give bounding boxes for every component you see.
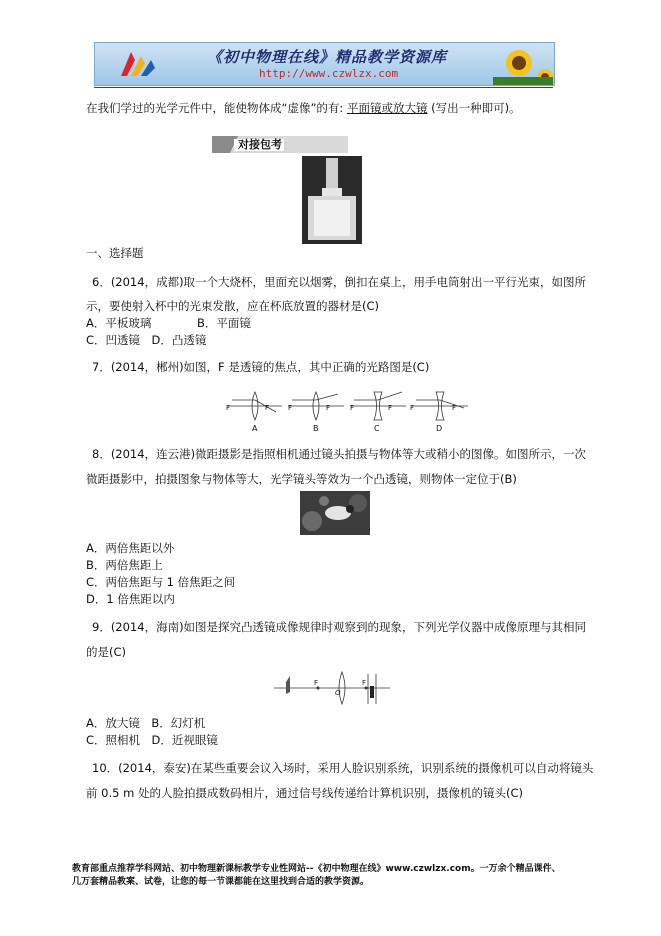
intro-text: 在我们学过的光学元件中，能使物体成“虚像”的有: bbox=[86, 101, 347, 115]
section-heading: 一、选择题 bbox=[86, 246, 144, 260]
q8-option-b: B．两倍焦距上 bbox=[86, 558, 163, 572]
logo-icon bbox=[115, 46, 161, 82]
q6-option-cd: C．凹透镜 D．凸透镜 bbox=[86, 333, 207, 347]
q9-f-right: F bbox=[362, 679, 367, 687]
q7-line1: 7．(2014，郴州)如图，F 是透镜的焦点，其中正确的光路图是(C) bbox=[92, 360, 430, 374]
q8-option-a: A．两倍焦距以外 bbox=[86, 541, 175, 555]
q7-f-label-g: F bbox=[410, 404, 415, 412]
q10-line2: 前 0.5 m 处的人脸拍摄成数码相片，通过信号线传递给计算机识别，摄像机的镜头(C) bbox=[86, 786, 523, 800]
q7-fig-d: D bbox=[436, 424, 443, 433]
q9-option-cd: C．照相机 D．近视眼镜 bbox=[86, 733, 218, 747]
section-tag-label: 对接包考 bbox=[238, 138, 282, 151]
banner-title: 《初中物理在线》精品教学资源库 bbox=[207, 48, 448, 66]
q10-line1: 10．(2014，泰安)在某些重要会议入场时，采用人脸识别系统，识别系统的摄像机可以自动将镜头 bbox=[92, 761, 594, 775]
q7-f-label-c: F bbox=[288, 404, 293, 412]
q6-option-a: A．平板玻璃 bbox=[86, 316, 152, 330]
section-tag bbox=[212, 136, 348, 153]
header-rule bbox=[94, 87, 553, 88]
beaker-figure bbox=[302, 156, 362, 244]
q9-f-left: F bbox=[314, 679, 319, 687]
q7-f-label-h: F bbox=[452, 404, 457, 412]
q9-optical-bench bbox=[272, 668, 392, 708]
q7-fig-b: B bbox=[313, 424, 319, 433]
q6-line1: 6．(2014，成都)取一个大烧杯，里面充以烟雾，倒扣在桌上，用手电筒射出一平行光束，如图所 bbox=[92, 275, 587, 289]
intro-answer: 平面镜或放大镜 bbox=[346, 101, 428, 115]
footer bbox=[72, 863, 632, 889]
q7-f-label-e: F bbox=[350, 404, 355, 412]
q6-line2: 示，要使射入杯中的光束发散，应在杯底放置的器材是(C) bbox=[86, 299, 379, 313]
intro-tail: (写出一种即可)。 bbox=[431, 101, 521, 115]
q6-option-b: B．平面镜 bbox=[197, 316, 251, 330]
intro-line bbox=[86, 101, 521, 116]
header-banner bbox=[94, 42, 555, 86]
q8-macro-photo bbox=[300, 491, 370, 535]
banner-url[interactable]: http://www.czwlzx.com bbox=[259, 67, 399, 80]
q9-line2: 的是(C) bbox=[86, 645, 127, 659]
footer-line1: 教育部重点推荐学科网站、初中物理新课标教学专业性网站--《初中物理在线》www.czwlzx.com。一万余个精品课件、 bbox=[72, 864, 561, 874]
q9-option-ab: A．放大镜 B．幻灯机 bbox=[86, 716, 206, 730]
q7-f-label-d: F bbox=[326, 404, 331, 412]
q9-o-label: O bbox=[335, 689, 341, 697]
q7-fig-c: C bbox=[374, 424, 380, 433]
q8-line2: 微距摄影中，拍摄图象与物体等大，光学镜头等效为一个凸透镜，则物体一定位于(B) bbox=[86, 472, 517, 486]
sunflower-icon bbox=[493, 43, 553, 85]
q7-f-label-f: F bbox=[388, 404, 393, 412]
q7-f-label-a: F bbox=[226, 404, 231, 412]
q7-f-label-b: F bbox=[265, 404, 270, 412]
q8-line1: 8．(2014，连云港)微距摄影是指照相机通过镜头拍摄与物体等大或稍小的图像。如图所示，一次 bbox=[92, 447, 587, 461]
footer-line2: 几万套精品教案、试卷，让您的每一节课都能在这里找到合适的教学资源。 bbox=[72, 877, 370, 887]
q7-lens-diagrams bbox=[226, 388, 470, 432]
q7-fig-a: A bbox=[252, 424, 258, 433]
q8-option-c: C．两倍焦距与 1 倍焦距之间 bbox=[86, 575, 236, 589]
q8-option-d: D．1 倍焦距以内 bbox=[86, 592, 175, 606]
q9-line1: 9．(2014，海南)如图是探究凸透镜成像规律时观察到的现象，下列光学仪器中成像原理与其相同 bbox=[92, 620, 587, 634]
